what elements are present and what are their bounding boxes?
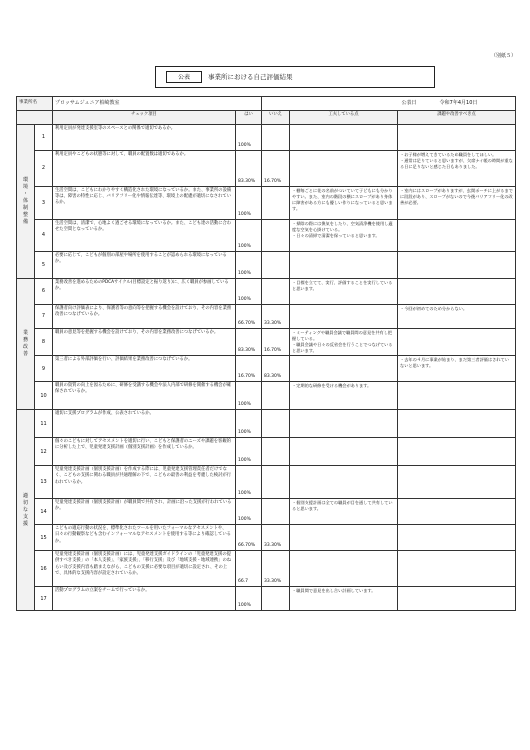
effort-comment: ・個別支援計画は全ての職員が目を通して共有していると思います。 [290,499,398,525]
row-number: 15 [35,525,53,551]
section-char: 制 [22,205,28,211]
row-number: 2 [35,151,53,187]
improve-comment: ・去年の４月に事業が始まり、まだ第三者評価はされていないと思います。 [398,356,516,382]
check-item: 児童発達支援計画（個別支援計画）を作成する際には、児童発達支援管理責任者だけでなく、こどもの支援に関わる職員が共通理解の下で、こどもの最善の利益を考慮した検討が行われているか。 [53,466,236,499]
improve-comment: ・室内にはスロープがありますが、玄関ポーチに上がるまでに段段があり、スロープがないので今後バリアフリー化の改善が必要。 [398,187,516,220]
yes-percent: 100% [236,125,262,151]
yes-percent: 100% [236,587,262,611]
section-char: 改 [22,344,28,351]
check-item: 児童発達支援計画（個別支援計画）が職員間で共有され、計画に沿った支援が行われているか。 [53,499,236,525]
row-number: 6 [35,279,53,305]
no-percent [262,587,290,611]
improve-comment [398,125,516,151]
yes-percent: 100% [236,252,262,279]
no-percent [262,252,290,279]
check-item: 児童発達支援計画（個別支援計画）には、児童発達支援ガイドラインの「児童発達支援の提供すべき支援」の「本人支援」、「家族支援」、「移行支援」及び「地域支援・地域連携」のねらい及び支援内容も踏まえながら、こどもの支援に必要な項目が適切に設定され、その上で、具体的な支援内容が設定されているか。 [53,551,236,587]
check-item: 個々のこどもに対してアセスメントを適切に行い、こどもと保護者のニーズや課題を客観的に分析した上で、児童発達支援計画（個別支援計画）を作成しているか。 [53,438,236,466]
section-char: 援 [22,520,28,527]
effort-comment [290,151,398,187]
check-item: 第三者による外部評価を行い、評価結果を業務改善につなげているか。 [53,356,236,382]
effort-comment [290,356,398,382]
evaluation-table [16,96,516,611]
no-percent [262,187,290,220]
yes-percent: 83.30% [236,151,262,187]
yes-percent: 66.7 [236,551,262,587]
improve-comment: ・今回が初めてのため分からない。 [398,305,516,329]
row-number: 14 [35,499,53,525]
header-yes: はい [236,111,262,125]
no-percent [262,499,290,525]
improve-comment [398,438,516,466]
row-number: 10 [35,382,53,410]
improve-comment [398,329,516,356]
table-row [17,499,516,525]
effort-comment [290,551,398,587]
row-number: 4 [35,220,53,252]
table-row [17,466,516,499]
public-label: 公表 [166,71,202,83]
effort-comment [290,466,398,499]
header-effort: 工夫している点 [290,111,398,125]
effort-comment [290,410,398,438]
table-row [17,551,516,587]
row-number: 13 [35,466,53,499]
table-row [17,525,516,551]
section-char: 支 [22,513,28,520]
check-item: 必要に応じて、こどもが個別の部屋や場所を使用することが認められる環境になっているか。 [53,252,236,279]
section-char: 業 [22,330,28,337]
yes-percent: 100% [236,410,262,438]
annex-label: （別紙５） [490,53,516,59]
publish-date-label: 公表日 [401,100,417,107]
table-row [17,151,516,187]
no-percent: 16.70% [262,151,290,187]
improve-comment [398,382,516,410]
no-percent [262,382,290,410]
table-row [17,252,516,279]
improve-comment [398,220,516,252]
office-name: プロッサムジュニア柏崎教室 [53,97,262,111]
table-row [17,382,516,410]
yes-percent: 100% [236,187,262,220]
effort-comment: ・棚毎ごとに花の名前がついていて子どもにも分かりやすい。また、室内の階段の横にスロープがあり身体に障害がある方にも優しい作りになっていると思います。 [290,187,398,220]
row-number: 7 [35,305,53,329]
yes-percent: 100% [236,499,262,525]
row-number: 16 [35,551,53,587]
effort-comment [290,125,398,151]
effort-comment [290,252,398,279]
effort-comment: ・掃除の際には換気をしたり、空気清浄機を使用し適度な空気を心掛けている。 ・日々の清掃で清潔を保っていると思います。 [290,220,398,252]
effort-comment: ・目標を立てて、実行、評価することを実行していると思います。 [290,279,398,305]
check-item: 利用定員やこどもの状態等に対して、職員の配置数は適切であるか。 [53,151,236,187]
check-item: こどもの適応行動の状況を、標準化されたツールを用いたフォーマルなアセスメントや、日々の行動観察なども含むインフォーマルなアセスメントを使用する等により確認しているか。 [53,525,236,551]
improve-comment [398,466,516,499]
improve-comment [398,410,516,438]
effort-comment [290,305,398,329]
table-row [17,279,516,305]
improve-comment [398,525,516,551]
no-percent: 33.30% [262,525,290,551]
improve-comment [398,551,516,587]
no-percent: 33.30% [262,551,290,587]
row-number: 5 [35,252,53,279]
section-char: 務 [22,337,28,344]
improve-comment [398,279,516,305]
table-row [17,329,516,356]
header-no: いいえ [262,111,290,125]
yes-percent: 66.70% [236,525,262,551]
yes-percent: 16.70% [236,356,262,382]
effort-comment [290,438,398,466]
section-char: 境 [22,184,28,190]
row-number: 17 [35,587,53,611]
improve-comment: ・お子様が増えてきているため職員をしてほしい。 ・通常は足りていると思いますが、欠席ナイ帳の時間が重なる日に足りないと感じた日もありました。 [398,151,516,187]
header-row [17,111,516,125]
check-item: 業務改善を進めるためのPDCAサイクル(目標設定と振り返り)に、広く職員が参画しているか。 [53,279,236,305]
section-char: 切 [22,499,28,506]
no-percent [262,466,290,499]
table-row [17,438,516,466]
no-percent [262,438,290,466]
no-percent: 16.70% [262,329,290,356]
table-row [17,220,516,252]
section-char: ・ [22,191,28,197]
section-char: な [22,506,28,513]
header-improve: 課題や改善すべき点 [398,111,516,125]
check-item: 職員の資質の向上を図るために、研修を受講する機会や法人内部で研修を開催する機会が確保されているか。 [53,382,236,410]
check-item: 生活空間は、こどもにわかりやすく構造化された環境になっているか。また、事業所の設備等は、障害の特性に応じ、バリアフリー化や情報伝達等、環境上の配慮が適切になされているか。 [53,187,236,220]
check-item: 活動プログラムの立案をチームで行っているか。 [53,587,236,611]
title-box [155,66,435,88]
no-percent: 33.30% [262,305,290,329]
table-row [17,305,516,329]
yes-percent: 83.30% [236,329,262,356]
section-label [17,125,35,279]
yes-percent: 100% [236,466,262,499]
publish-date-cell [262,97,516,111]
section-label [17,279,35,410]
improve-comment [398,587,516,611]
no-percent [262,410,290,438]
no-percent: 83.30% [262,356,290,382]
section-label [17,410,35,611]
section-char: 善 [22,351,28,358]
effort-comment [290,525,398,551]
yes-percent: 100% [236,382,262,410]
table-row [17,356,516,382]
no-percent [262,220,290,252]
row-number: 1 [35,125,53,151]
section-char: 整 [22,212,28,218]
section-char: 適 [22,492,28,499]
section-char: 体 [22,198,28,204]
no-percent [262,125,290,151]
effort-comment: ・職員間で意見を出し合い計画しています。 [290,587,398,611]
office-label: 事業所名 [17,97,53,111]
yes-percent: 100% [236,438,262,466]
row-number: 11 [35,410,53,438]
table-row [17,410,516,438]
no-percent [262,279,290,305]
yes-percent: 100% [236,220,262,252]
yes-percent: 66.70% [236,305,262,329]
check-item: 適切に支援プログラムが作成、公表されているか。 [53,410,236,438]
yes-percent: 100% [236,279,262,305]
header-check: チェック項目 [53,111,236,125]
row-number: 12 [35,438,53,466]
check-item: 生活空間は、清潔で、心地よく過ごせる環境になっているか。また、こども達の活動に合わせた空間となっているか。 [53,220,236,252]
row-number: 9 [35,356,53,382]
table-row [17,587,516,611]
check-item: 保護者向け評価表により、保護者等の意向等を把握する機会を設けており、その内容を業務改善につなげているか。 [53,305,236,329]
publish-date: 令和7年4月10日 [439,100,478,107]
page-title: 事業所における自己評価結果 [208,73,293,81]
improve-comment [398,499,516,525]
section-char: 環 [22,177,28,183]
table-row [17,125,516,151]
row-number: 8 [35,329,53,356]
improve-comment [398,252,516,279]
effort-comment: ・定期的な研修を受ける機会があります。 [290,382,398,410]
check-item: 職員の意見等を把握する機会を設けており、その内容を業務改善につなげているか。 [53,329,236,356]
effort-comment: ・ミーティングや職員会議で職員間の意見を共有し把握している。 ・職員会議や日々の反省会を行うことでつなげていると思います。 [290,329,398,356]
row-number: 3 [35,187,53,220]
table-row [17,187,516,220]
section-char: 備 [22,219,28,225]
check-item: 利用定員が発達支援室等のスペースとの関係で適切であるか。 [53,125,236,151]
